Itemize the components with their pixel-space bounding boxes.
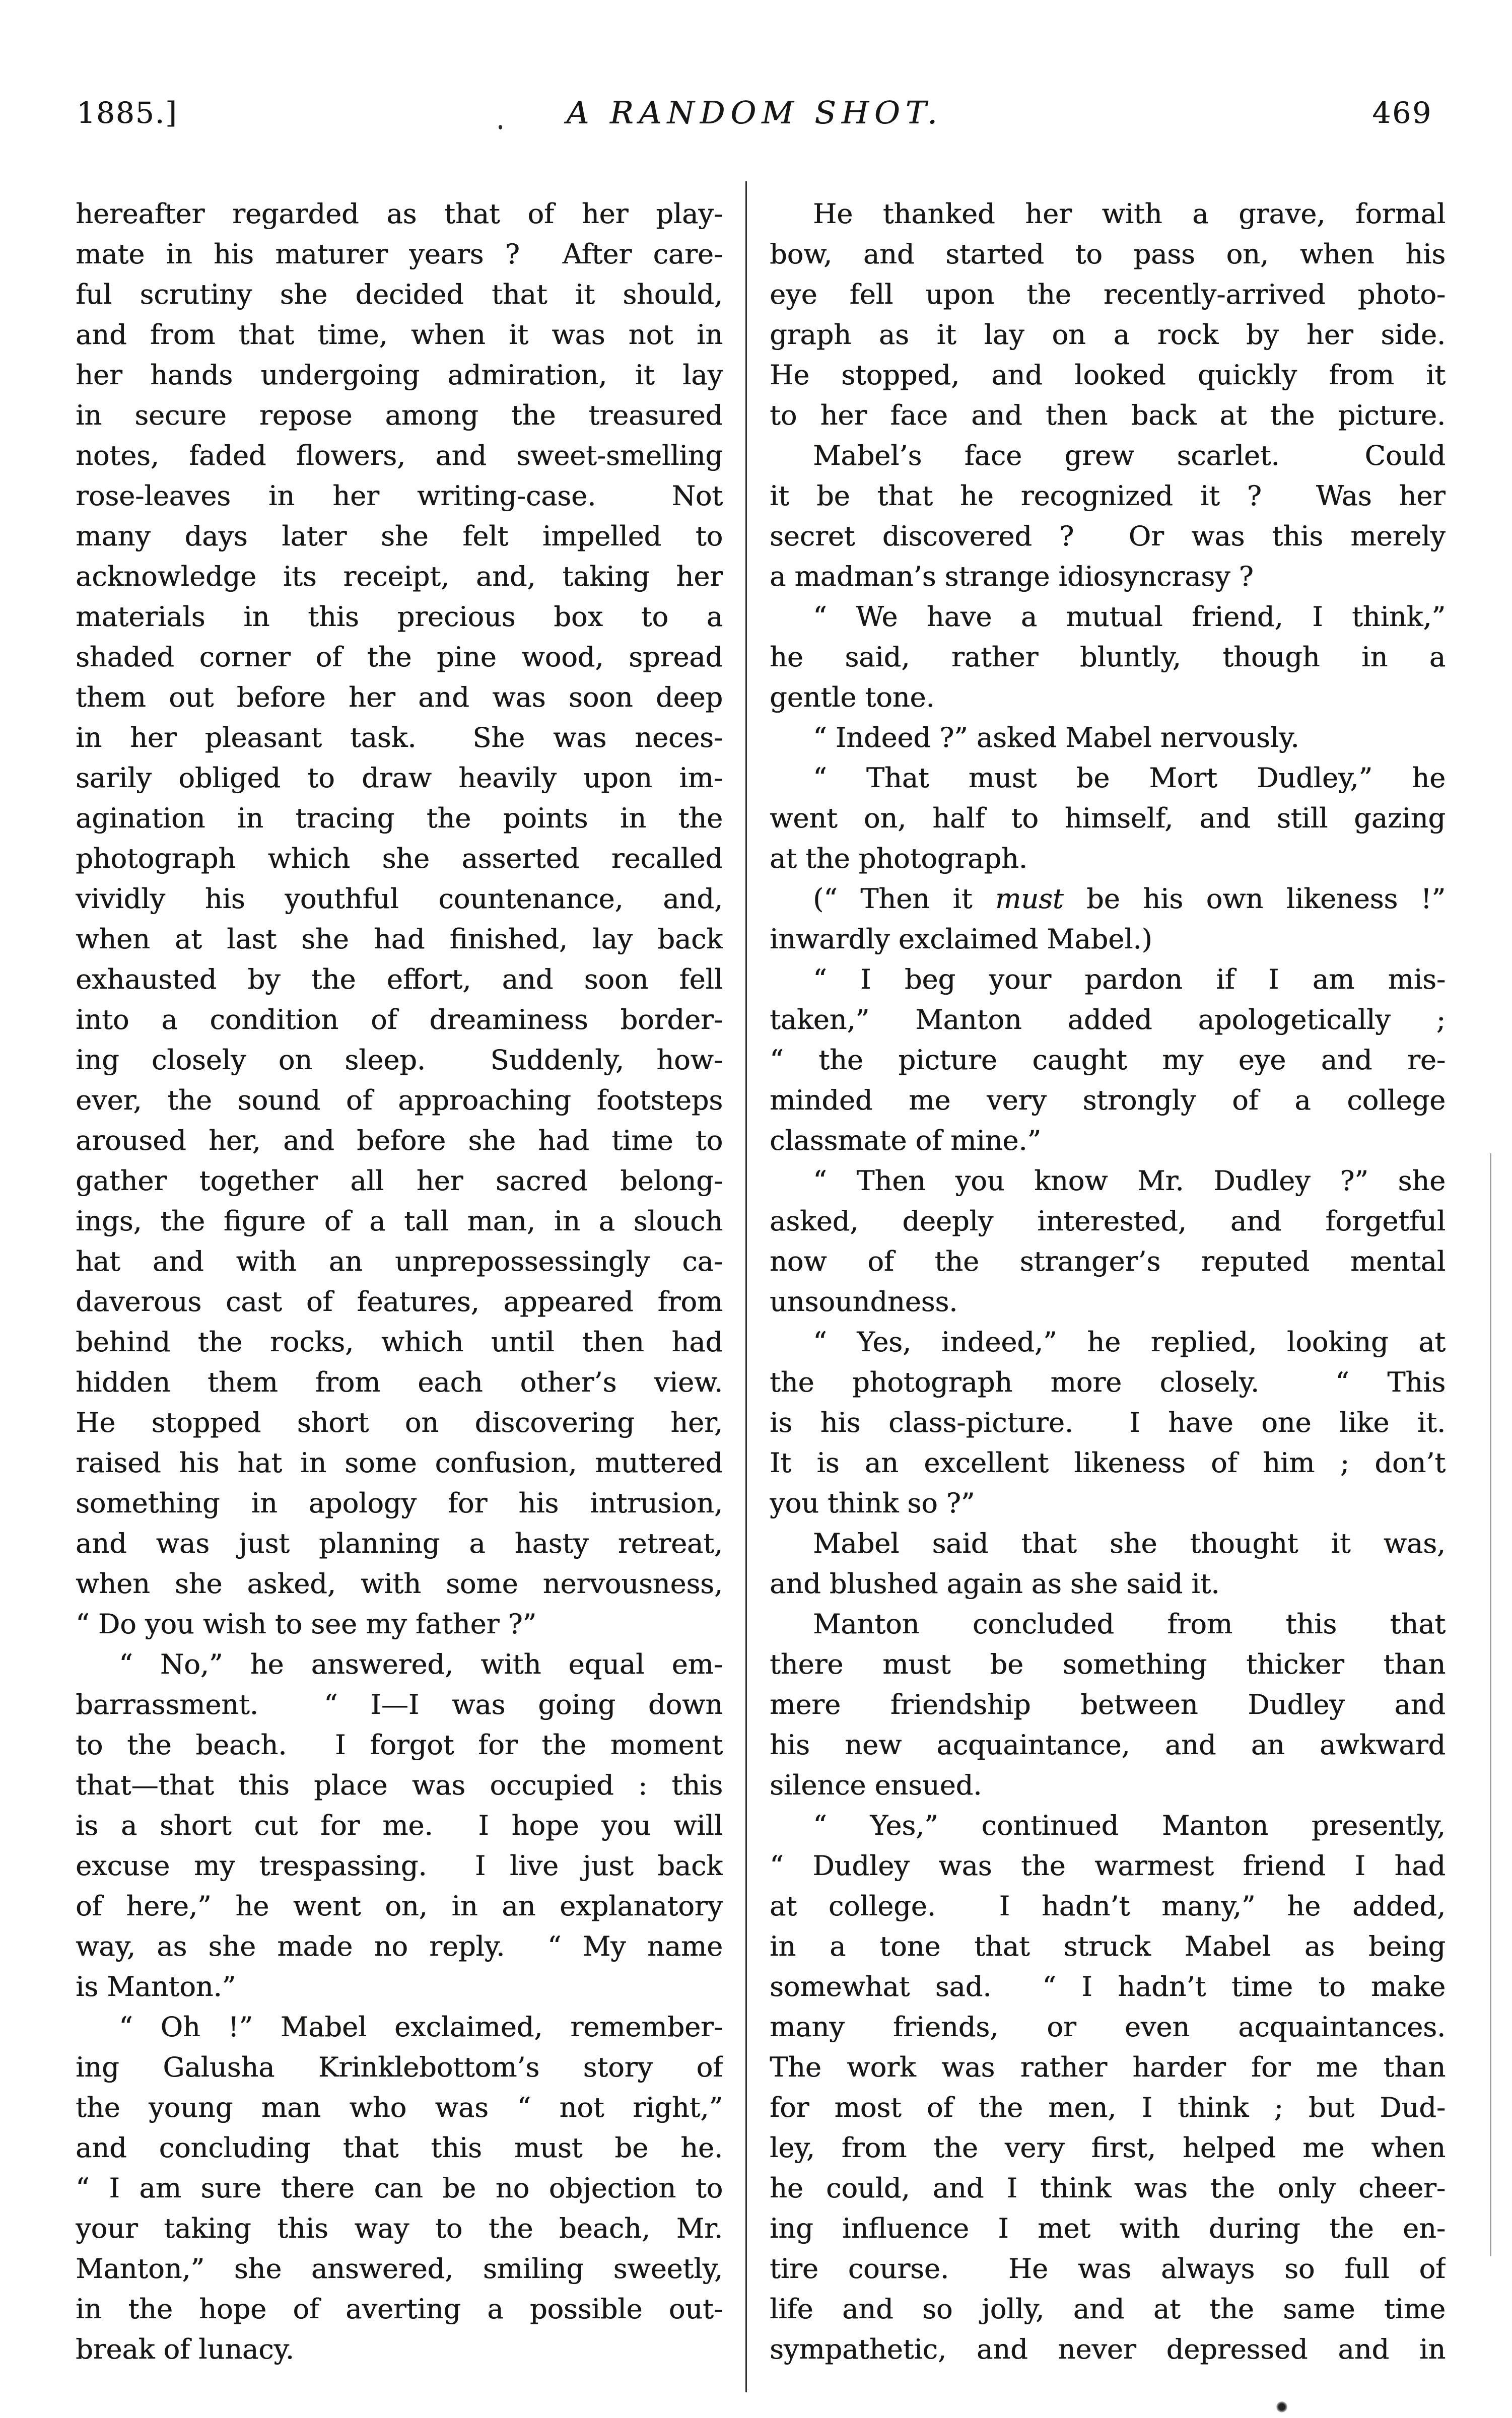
text-line: mate in his maturer years ? After care- <box>76 238 723 270</box>
text-line: gentle tone. <box>770 681 935 713</box>
text-line: at the photograph. <box>770 843 1027 874</box>
text-line: eye fell upon the recently-arrived photo- <box>770 279 1446 310</box>
text-line: barrassment. “ I—I was going down <box>76 1689 723 1720</box>
text-line: He stopped, and looked quickly from it <box>770 359 1446 391</box>
text-line: He stopped short on discovering her, <box>76 1407 723 1438</box>
text-line: minded me very strongly of a college <box>770 1084 1446 1116</box>
text-line: “ Then you know Mr. Dudley ?” she <box>813 1165 1446 1197</box>
text-line: a madman’s strange idiosyncrasy ? <box>770 561 1254 592</box>
text-line: in a tone that struck Mabel as being <box>770 1930 1446 1962</box>
text-column-right <box>770 194 1446 2370</box>
text-line: Manton concluded from this that <box>813 1608 1446 1640</box>
text-line: for most of the men, I think ; but Dud- <box>770 2092 1446 2123</box>
text-line: “ Yes, indeed,” he replied, looking at <box>813 1326 1446 1358</box>
text-line: went on, half to himself, and still gazing <box>770 802 1446 834</box>
text-line: ful scrutiny she decided that it should, <box>76 279 723 310</box>
text-line: at college. I hadn’t many,” he added, <box>770 1890 1446 1922</box>
text-line: and concluding that this must be he. <box>76 2132 723 2164</box>
text-line: in secure repose among the treasured <box>76 399 723 431</box>
text-line: his new acquaintance, and an awkward <box>770 1729 1446 1761</box>
text-line: that—that this place was occupied : this <box>76 1769 723 1801</box>
text-line: “ We have a mutual friend, I think,” <box>813 601 1446 633</box>
text-line: “ Oh !” Mabel exclaimed, remember- <box>119 2011 723 2043</box>
text-line: in the hope of averting a possible out- <box>76 2293 723 2325</box>
text-line: “ I beg your pardon if I am mis- <box>813 963 1446 995</box>
header-year: 1885.] <box>77 96 178 130</box>
text-line: ing influence I met with during the en- <box>770 2213 1446 2244</box>
text-line: “ Yes,” continued Manton presently, <box>813 1810 1446 1841</box>
text-line: exhausted by the effort, and soon fell <box>76 963 723 995</box>
text-line: ever, the sound of approaching footsteps <box>76 1084 723 1116</box>
text-line: many days later she felt impelled to <box>76 520 723 552</box>
text-line: and from that time, when it was not in <box>76 319 723 351</box>
text-line: “ Indeed ?” asked Mabel nervously. <box>813 722 1299 753</box>
text-line: break of lunacy. <box>76 2333 294 2365</box>
text-line: now of the stranger’s reputed mental <box>770 1246 1446 1277</box>
text-line: “ Do you wish to see my father ?” <box>76 1608 537 1640</box>
text-line: ley, from the very first, helped me when <box>770 2132 1446 2164</box>
text-line: is a short cut for me. I hope you will <box>76 1810 723 1841</box>
text-line: it be that he recognized it ? Was her <box>770 480 1446 512</box>
text-line: “ That must be Mort Dudley,” he <box>813 762 1446 794</box>
text-line: It is an excellent likeness of him ; don’t <box>770 1447 1446 1479</box>
text-line: somewhat sad. “ I hadn’t time to make <box>770 1971 1446 2002</box>
text-line: rose-leaves in her writing-case. Not <box>76 480 723 512</box>
text-line: hat and with an unprepossessingly ca- <box>76 1246 723 1277</box>
text-line: the photograph more closely. “ This <box>770 1366 1446 1398</box>
text-line: shaded corner of the pine wood, spread <box>76 641 723 673</box>
text-line: ing Galusha Krinklebottom’s story of <box>76 2051 723 2083</box>
text-line: ing closely on sleep. Suddenly, how- <box>76 1044 723 1076</box>
text-line: when at last she had finished, lay back <box>76 923 723 955</box>
page-title: A RANDOM SHOT. <box>566 94 943 131</box>
text-line: Manton,” she answered, smiling sweetly, <box>76 2253 723 2285</box>
column-divider-rule <box>745 181 747 2392</box>
scan-speck <box>499 125 502 129</box>
text-line: He thanked her with a grave, formal <box>813 198 1446 230</box>
text-line: them out before her and was soon deep <box>76 681 723 713</box>
text-line: unsoundness. <box>770 1286 958 1318</box>
text-line: into a condition of dreaminess border- <box>76 1004 723 1035</box>
text-line: daverous cast of features, appeared from <box>76 1286 723 1318</box>
text-line: (“ Then it must be his own likeness !” <box>813 883 1446 915</box>
text-line: Mabel said that she thought it was, <box>813 1528 1446 1559</box>
text-line: excuse my trespassing. I live just back <box>76 1850 723 1882</box>
text-line: there must be something thicker than <box>770 1648 1446 1680</box>
text-line: taken,” Manton added apologetically ; <box>770 1004 1446 1035</box>
text-line: vividly his youthful countenance, and, <box>76 883 723 915</box>
text-line: sarily obliged to draw heavily upon im- <box>76 762 723 794</box>
text-line: “ No,” he answered, with equal em- <box>119 1648 723 1680</box>
text-line: “ Dudley was the warmest friend I had <box>770 1850 1446 1882</box>
text-line: he could, and I think was the only cheer- <box>770 2172 1446 2204</box>
text-line: materials in this precious box to a <box>76 601 723 633</box>
text-line: hidden them from each other’s view. <box>76 1366 723 1398</box>
text-line: when she asked, with some nervousness, <box>76 1568 723 1600</box>
text-line: aroused her, and before she had time to <box>76 1125 723 1156</box>
text-line: raised his hat in some confusion, muttered <box>76 1447 723 1479</box>
page-number: 469 <box>1372 96 1432 130</box>
text-line: way, as she made no reply. “ My name <box>76 1930 723 1962</box>
text-line: inwardly exclaimed Mabel.) <box>770 923 1152 955</box>
text-line: behind the rocks, which until then had <box>76 1326 723 1358</box>
text-line: secret discovered ? Or was this merely <box>770 520 1446 552</box>
text-line: classmate of mine.” <box>770 1125 1041 1156</box>
text-line: bow, and started to pass on, when his <box>770 238 1446 270</box>
text-line: hereafter regarded as that of her play- <box>76 198 723 230</box>
text-line: sympathetic, and never depressed and in <box>770 2333 1446 2365</box>
text-line: photograph which she asserted recalled <box>76 843 723 874</box>
text-line: and was just planning a hasty retreat, <box>76 1528 723 1559</box>
text-line: agination in tracing the points in the <box>76 802 723 834</box>
text-line: in her pleasant task. She was neces- <box>76 722 723 753</box>
text-line: graph as it lay on a rock by her side. <box>770 319 1446 351</box>
text-line: life and so jolly, and at the same time <box>770 2293 1446 2325</box>
text-line: and blushed again as she said it. <box>770 1568 1220 1600</box>
text-line: is Manton.” <box>76 1971 236 2002</box>
text-line: is his class-picture. I have one like it. <box>770 1407 1446 1438</box>
text-line: he said, rather bluntly, though in a <box>770 641 1446 673</box>
text-line: The work was rather harder for me than <box>770 2051 1446 2083</box>
text-line: the young man who was “ not right,” <box>76 2092 723 2123</box>
text-line: asked, deeply interested, and forgetful <box>770 1205 1446 1237</box>
text-line: ings, the figure of a tall man, in a slouch <box>76 1205 723 1237</box>
text-line: to her face and then back at the picture. <box>770 399 1446 431</box>
text-line: Mabel’s face grew scarlet. Could <box>813 440 1446 471</box>
ink-blot <box>1276 2401 1287 2412</box>
text-column-left <box>76 194 723 2370</box>
text-line: you think so ?” <box>770 1487 975 1519</box>
text-line: “ the picture caught my eye and re- <box>770 1044 1446 1076</box>
text-line: silence ensued. <box>770 1769 982 1801</box>
text-line: acknowledge its receipt, and, taking her <box>76 561 723 592</box>
page-edge-scan-line <box>1490 1153 1491 2256</box>
text-line: tire course. He was always so full of <box>770 2253 1446 2285</box>
text-line: “ I am sure there can be no objection to <box>76 2172 723 2204</box>
text-line: mere friendship between Dudley and <box>770 1689 1446 1720</box>
text-line: many friends, or even acquaintances. <box>770 2011 1446 2043</box>
text-line: her hands undergoing admiration, it lay <box>76 359 723 391</box>
text-line: of here,” he went on, in an explanatory <box>76 1890 723 1922</box>
running-header <box>77 90 1432 136</box>
text-line: your taking this way to the beach, Mr. <box>76 2213 723 2244</box>
text-line: gather together all her sacred belong- <box>76 1165 723 1197</box>
text-line: something in apology for his intrusion, <box>76 1487 723 1519</box>
text-line: notes, faded flowers, and sweet-smelling <box>76 440 723 471</box>
text-line: to the beach. I forgot for the moment <box>76 1729 723 1761</box>
